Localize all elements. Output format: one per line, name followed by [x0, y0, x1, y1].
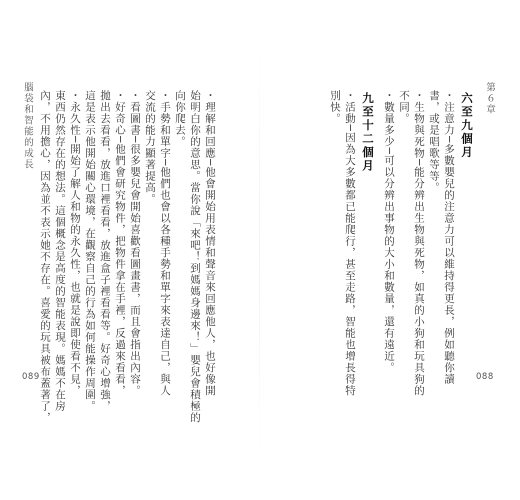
- chapter-label: 第６章: [484, 82, 495, 115]
- text-line: 這是表示他開始關心環境，在觀察自己的行為如何能操作周圍。: [84, 90, 96, 412]
- page-number-right: 088: [476, 372, 494, 382]
- text-line: ・數量多少─可以分辨出事物的大小和數量，還有遠近。: [383, 90, 395, 374]
- page-number-left: 089: [22, 372, 40, 382]
- section-heading: 九至十二個月: [361, 92, 375, 173]
- text-line: 別快。: [329, 90, 341, 125]
- section-heading: 六至九個月: [460, 92, 474, 160]
- text-line: 拋出去看看，放進口裡看看，放進盒子裡看看等。好奇心增強，: [99, 90, 111, 412]
- text-line: 東西仍然存在的想法。這個概念是高度的智能表現。媽媽不在房: [54, 90, 66, 412]
- text-line: 交流的能力顯著提高。: [144, 90, 156, 205]
- text-line: 向你爬去。: [174, 90, 186, 148]
- text-line: 不同。: [398, 90, 410, 125]
- text-line: ・理解和回應─他會開始用表情和聲音來回應他人，也好像開: [204, 90, 216, 397]
- running-title: 腦袋和智能的成長: [22, 82, 33, 170]
- text-line: 始明白你的意思。當你說「來吧！到媽媽身邊來！」嬰兒會積極的: [189, 90, 201, 424]
- text-line: ・活動─因為大多數都已能爬行，甚至走路，智能也增長得特: [344, 90, 356, 397]
- text-line: 書，或是唱歌等等。: [428, 90, 440, 194]
- right-page: [260, 0, 520, 500]
- text-line: 內，不用擔心，因為並不表示她不存在。喜愛的玩具被布蓋著了，: [39, 90, 51, 424]
- text-line: ・永久性─開始了解人和物的永久性，也就是說即使看不見，: [69, 90, 81, 397]
- text-line: ・注意力─多數嬰兒的注意力可以維持得更長，例如聽你讀: [443, 90, 455, 385]
- text-line: ・手勢和單字─他們也會以各種手勢和單字來表達自己，與人: [159, 90, 171, 397]
- text-line: ・看圖書─很多嬰兒會開始喜歡看圖畫書，而且會指出內容。: [129, 90, 141, 397]
- text-line: ・生物與死物─能分辨出生物與死物，如真的小狗和玩具狗的: [413, 90, 425, 397]
- text-line: ・好奇心─他們會研究物件，把物件拿在手裡，反過來看看，: [114, 90, 126, 397]
